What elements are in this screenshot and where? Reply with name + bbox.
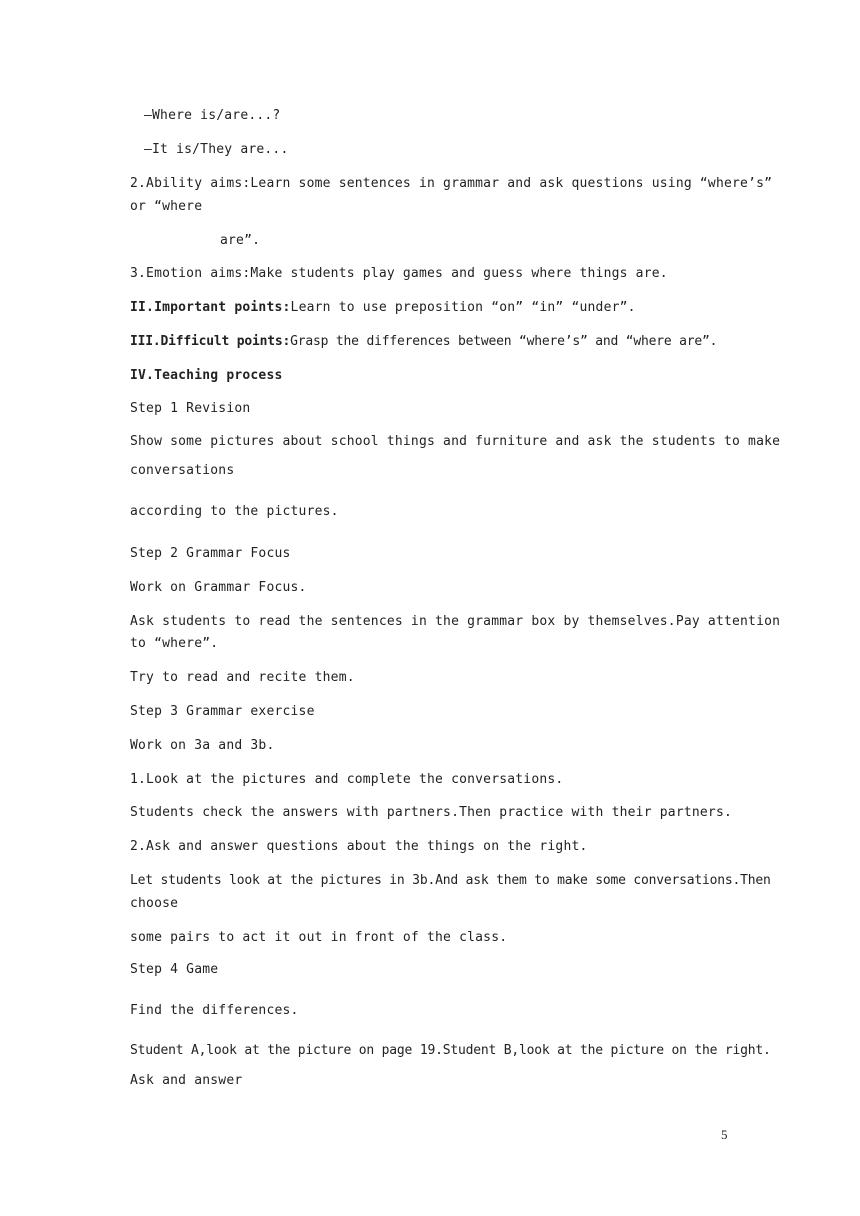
step3-line4: 2.Ask and answer questions about the things on the right. — [130, 839, 588, 854]
step4-title: Step 4 Game — [130, 962, 219, 977]
important-points-label: II.Important points: — [130, 300, 291, 315]
ability-aims-line2: or “where — [130, 199, 203, 214]
step1-line2: conversations — [130, 463, 235, 478]
step4-line1: Find the differences. — [130, 1003, 299, 1018]
step3-line2: 1.Look at the pictures and complete the conversations. — [130, 772, 564, 787]
step2-title: Step 2 Grammar Focus — [130, 546, 291, 561]
step1-title: Step 1 Revision — [130, 401, 251, 416]
question-line: —Where is/are...? — [144, 108, 281, 123]
difficult-points-text: Grasp the differences between “where’s” and “where are”. — [290, 334, 718, 349]
step3-line5: Let students look at the pictures in 3b.And ask them to make some conversations.Then — [130, 873, 771, 888]
important-points-text: Learn to use preposition “on” “in” “under”. — [290, 300, 636, 315]
step1-line1: Show some pictures about school things and furniture and ask the students to make — [130, 434, 781, 449]
important-points — [130, 299, 636, 316]
step1-line3: according to the pictures. — [130, 504, 339, 519]
ability-aims-line3: are”. — [220, 233, 261, 248]
emotion-aims: 3.Emotion aims:Make students play games and guess where things are. — [130, 266, 668, 281]
step3-title: Step 3 Grammar exercise — [130, 704, 315, 719]
page-number: 5 — [721, 1127, 728, 1142]
step3-line6: choose — [130, 896, 179, 911]
teaching-process-heading: IV.Teaching process — [130, 368, 283, 383]
difficult-points-label: III.Difficult points: — [130, 334, 291, 349]
answer-line: —It is/They are... — [144, 142, 289, 157]
ability-aims-line1: 2.Ability aims:Learn some sentences in grammar and ask questions using “where’s” — [130, 176, 773, 191]
step4-line2: Student A,look at the picture on page 19.Student B,look at the picture on the right. — [130, 1043, 771, 1058]
step3-line3: Students check the answers with partners.Then practice with their partners. — [130, 805, 732, 820]
step2-line2: Ask students to read the sentences in the grammar box by themselves.Pay attention — [130, 614, 781, 629]
step3-line1: Work on 3a and 3b. — [130, 738, 275, 753]
step3-line7: some pairs to act it out in front of the class. — [130, 930, 508, 945]
step4-line3: Ask and answer — [130, 1073, 243, 1088]
step2-line3: to “where”. — [130, 636, 219, 651]
step2-line1: Work on Grammar Focus. — [130, 580, 307, 595]
step2-line4: Try to read and recite them. — [130, 670, 355, 685]
difficult-points — [130, 333, 717, 350]
